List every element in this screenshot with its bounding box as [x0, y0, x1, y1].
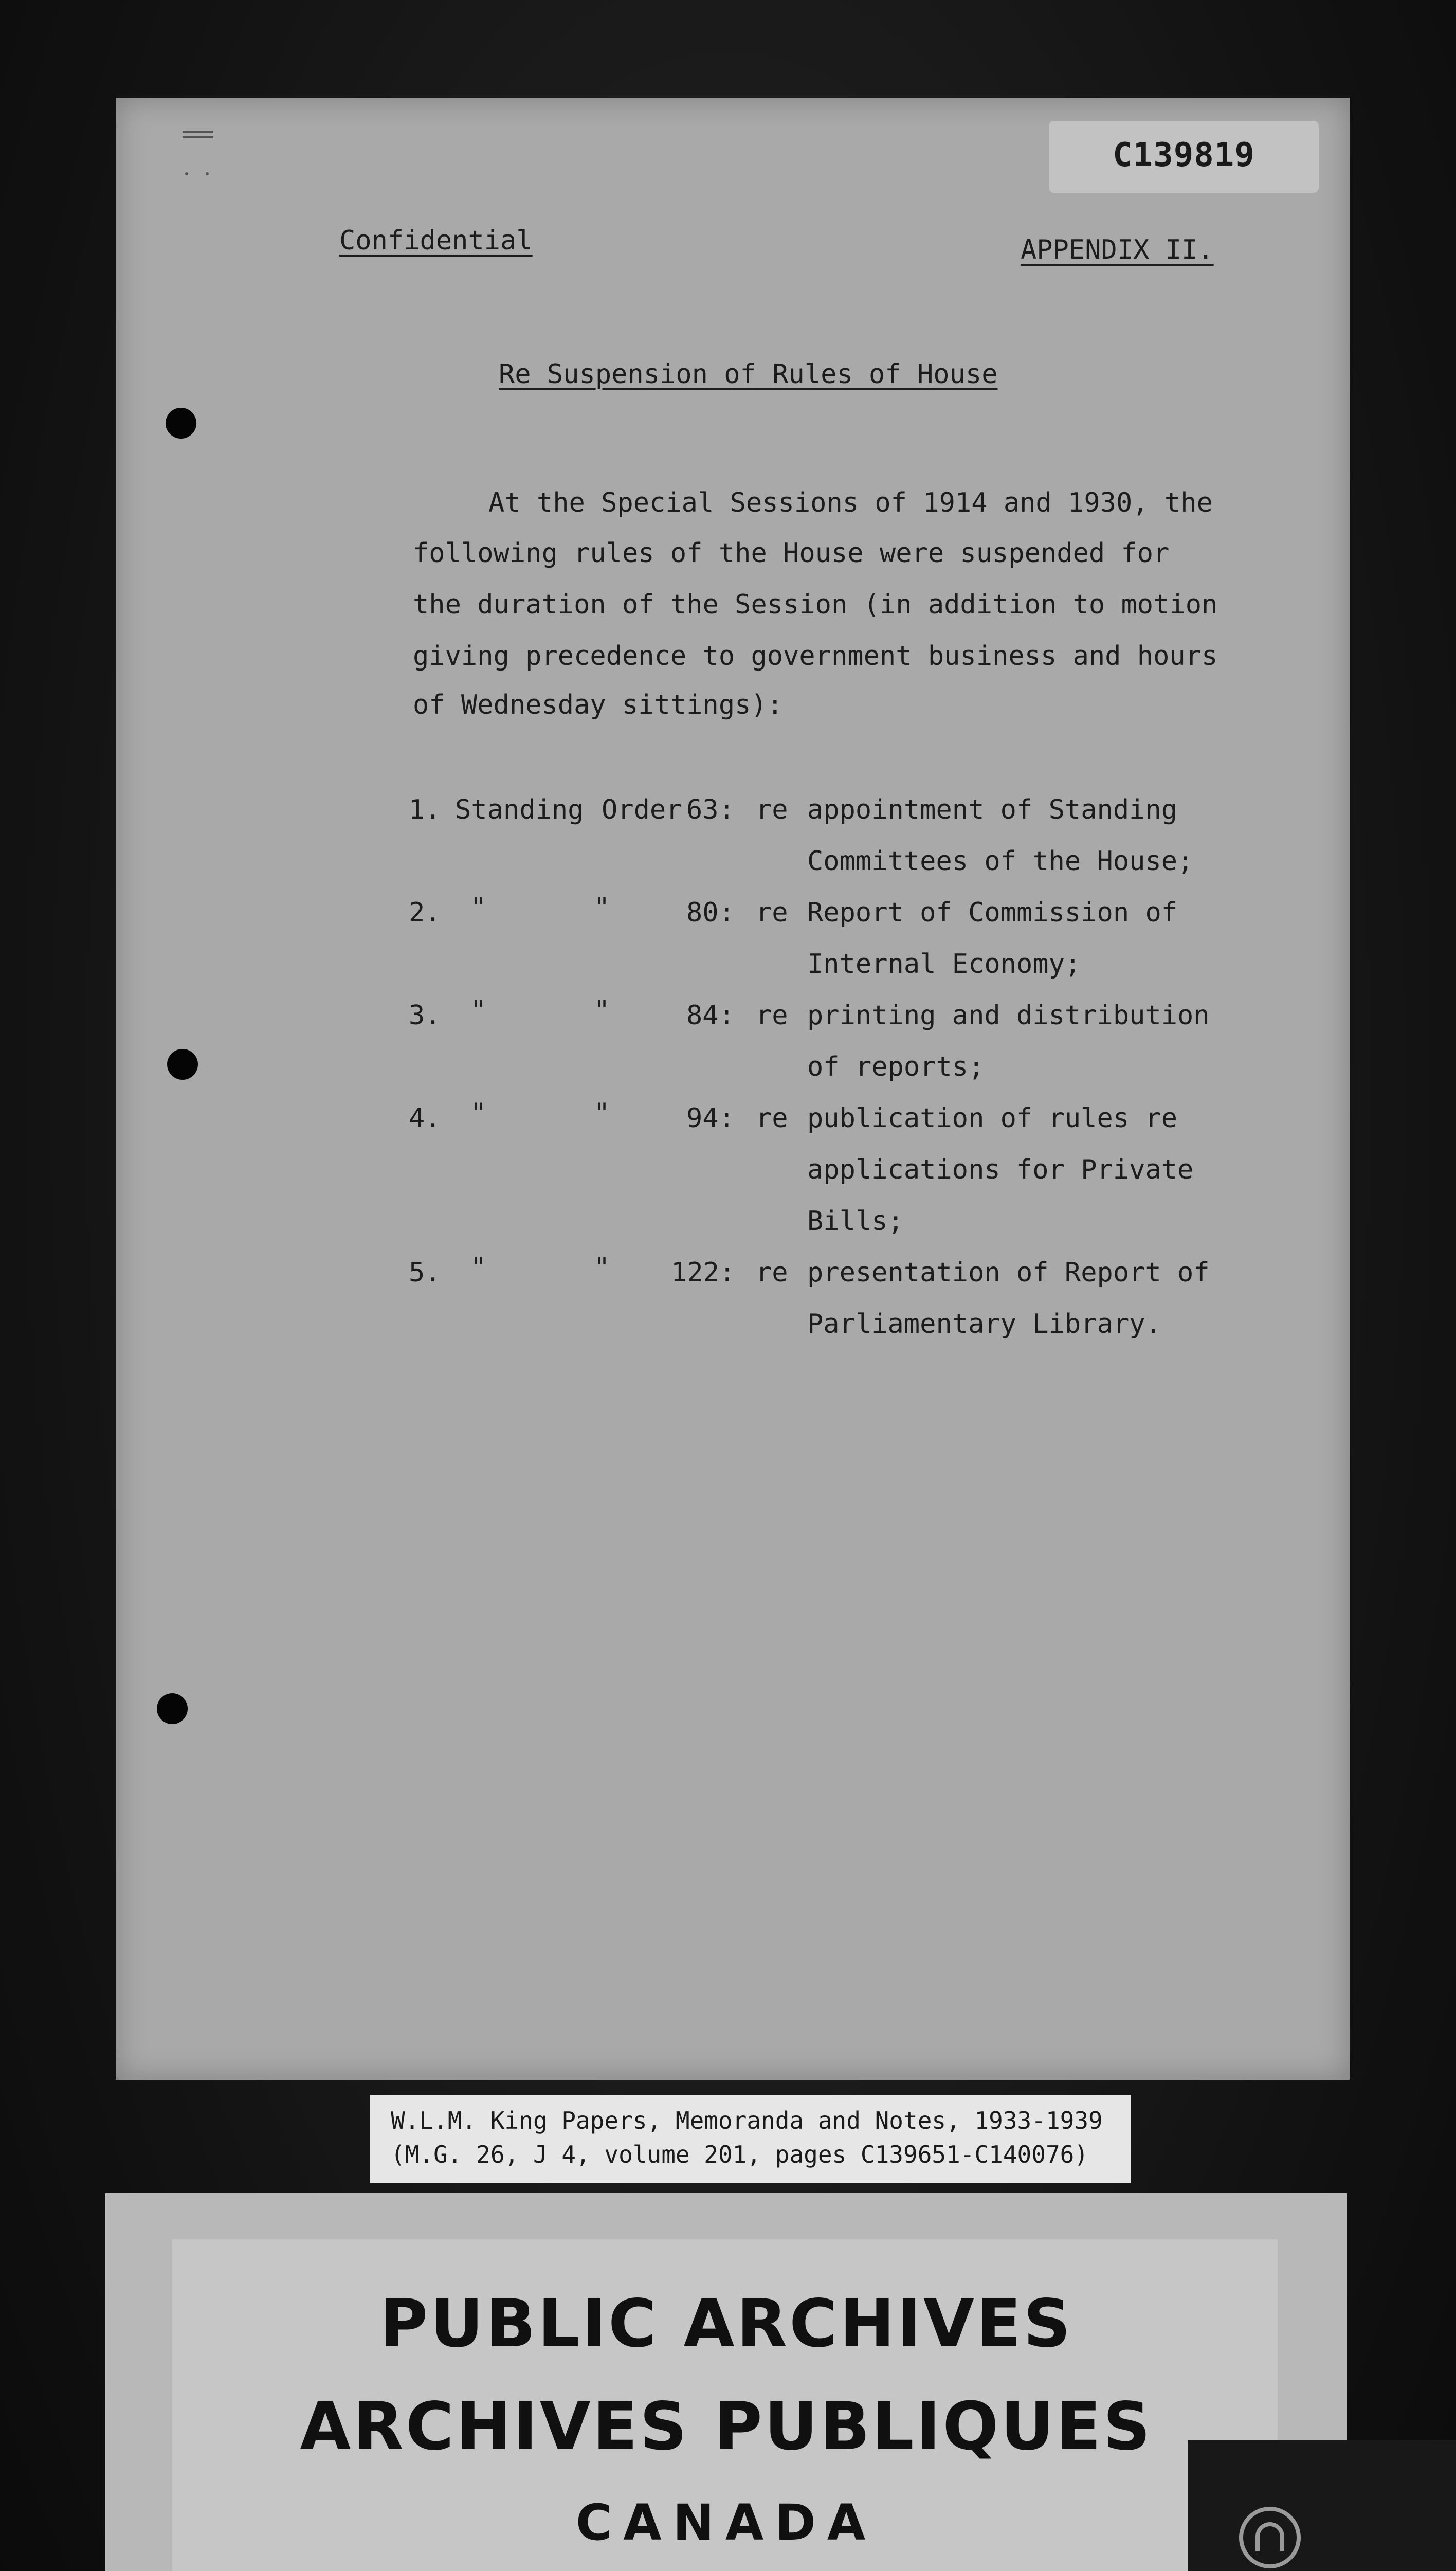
intro-line: giving precedence to government business and hours [413, 641, 1218, 672]
rule-description: printing and distribution [807, 1000, 1210, 1031]
document-page [116, 98, 1350, 2080]
punch-hole [167, 1049, 198, 1080]
intro-line: of Wednesday sittings): [413, 690, 784, 720]
rule-order: 122: [671, 1257, 736, 1288]
rule-order: 84: [686, 1000, 735, 1031]
rule-col-a: " [470, 1098, 487, 1129]
rule-number: 2. [409, 897, 441, 928]
page-number-stamp [1049, 121, 1319, 193]
punch-hole [166, 408, 196, 439]
rule-col-a: Standing [455, 794, 584, 825]
rule-description: appointment of Standing [807, 794, 1178, 825]
archive-line-english: PUBLIC ARCHIVES [379, 2286, 1073, 2362]
intro-line: the duration of the Session (in addition to motion [413, 589, 1218, 620]
rule-col-b: " [594, 1252, 610, 1283]
rule-col-a: " [470, 892, 487, 923]
rule-description: Parliamentary Library. [807, 1309, 1161, 1339]
margin-marks [183, 131, 219, 177]
logo-arch [1255, 2522, 1284, 2551]
archives-logo-icon [1239, 2507, 1301, 2568]
document-title: Re Suspension of Rules of House [499, 359, 998, 390]
rule-col-b: " [594, 1098, 610, 1129]
intro-line: At the Special Sessions of 1914 and 1930, the [488, 487, 1213, 518]
rule-description: applications for Private [807, 1154, 1194, 1185]
rule-number: 1. [409, 794, 441, 825]
punch-hole [157, 1693, 188, 1724]
archive-line-country: CANADA [575, 2494, 877, 2551]
intro-line: following rules of the House were suspended for [413, 538, 1170, 569]
rule-re: re [756, 1000, 788, 1031]
rule-description: presentation of Report of [807, 1257, 1210, 1288]
film-corner [1188, 2440, 1456, 2571]
rule-description: Committees of the House; [807, 846, 1194, 877]
rule-re: re [756, 897, 788, 928]
rule-col-a: " [470, 1252, 487, 1283]
rule-order: 63: [686, 794, 735, 825]
rule-order: 80: [686, 897, 735, 928]
rule-col-b: " [594, 995, 610, 1026]
confidential-label: Confidential [339, 225, 533, 256]
rule-col-b: Order [602, 794, 682, 825]
rule-description: Report of Commission of [807, 897, 1178, 928]
rule-order: 94: [686, 1103, 735, 1134]
rule-number: 5. [409, 1257, 441, 1288]
archive-line-french: ARCHIVES PUBLIQUES [300, 2388, 1153, 2465]
rule-col-a: " [470, 995, 487, 1026]
stamp-number: C139819 [1113, 136, 1255, 174]
rule-description: publication of rules re [807, 1103, 1178, 1134]
rule-description: Bills; [807, 1206, 904, 1237]
reference-line: W.L.M. King Papers, Memoranda and Notes, 1933-1939 [391, 2107, 1103, 2134]
rule-re: re [756, 794, 788, 825]
rule-number: 3. [409, 1000, 441, 1031]
rule-description: of reports; [807, 1052, 985, 1082]
appendix-label: APPENDIX II. [1021, 234, 1214, 265]
rule-col-b: " [594, 892, 610, 923]
rule-re: re [756, 1103, 788, 1134]
rule-number: 4. [409, 1103, 441, 1134]
archive-card [105, 2193, 1347, 2571]
rule-description: Internal Economy; [807, 949, 1081, 980]
reference-label [370, 2095, 1131, 2183]
reference-line: (M.G. 26, J 4, volume 201, pages C139651-C140076) [391, 2141, 1089, 2168]
rule-re: re [756, 1257, 788, 1288]
